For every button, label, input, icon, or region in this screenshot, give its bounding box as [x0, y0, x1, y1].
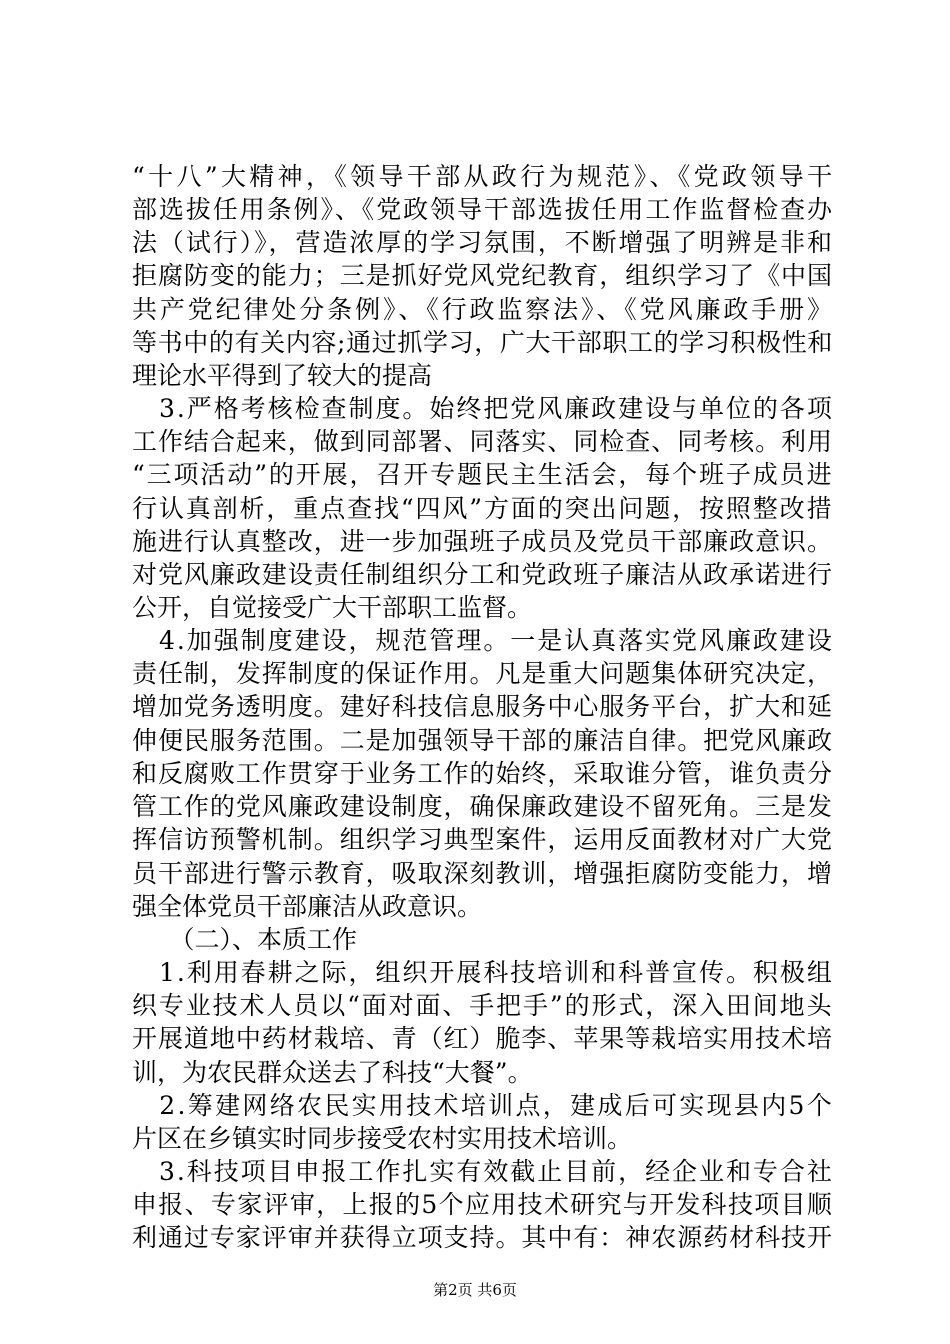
text-line: 公开，自觉接受广大干部职工监督。 — [132, 593, 533, 622]
text-line: 1.利用春耕之际，组织开展科技培训和科普宣传。积极组 — [132, 958, 834, 987]
text-line: 3.科技项目申报工作扎实有效截止目前，经企业和专合社 — [132, 1157, 834, 1186]
text-line: 利通过专家评审并获得立项支持。其中有：神农源药材科技开 — [132, 1223, 833, 1252]
text-line: 3.严格考核检查制度。始终把党风廉政建设与单位的各项 — [132, 394, 834, 423]
text-line: 伸便民服务范围。二是加强领导干部的廉洁自律。把党风廉政 — [132, 726, 833, 755]
text-line: “三项活动”的开展，召开专题民主生活会，每个班子成员进 — [132, 460, 834, 489]
text-line: 施进行认真整改，进一步加强班子成员及党员干部廉政意识。 — [132, 527, 833, 556]
text-line: 管工作的党风廉政建设制度，确保廉政建设不留死角。三是发 — [132, 792, 833, 821]
text-line: 对党风廉政建设责任制组织分工和党政班子廉洁从政承诺进行 — [132, 560, 833, 589]
text-line: 行认真剖析，重点查找“四风”方面的突出问题，按照整改措 — [132, 494, 834, 523]
text-line: 训，为农民群众送去了科技“大餐”。 — [132, 1058, 533, 1087]
text-line: 等书中的有关内容;通过抓学习，广大干部职工的学习积极性和 — [132, 328, 834, 357]
text-line: 共产党纪律处分条例》、《行政监察法》、《党风廉政手册》 — [132, 295, 835, 324]
text-line: 责任制，发挥制度的保证作用。凡是重大问题集体研究决定， — [132, 659, 833, 688]
text-line: 4.加强制度建设，规范管理。一是认真落实党风廉政建设 — [132, 626, 834, 655]
text-line: 挥信访预警机制。组织学习典型案件，运用反面教材对广大党 — [132, 825, 833, 854]
page-footer: 第2页 共6页 — [433, 1281, 517, 1299]
text-line: 申报、专家评审，上报的5个应用技术研究与开发科技项目顺 — [132, 1190, 834, 1219]
text-line: 理论水平得到了较大的提高 — [132, 361, 433, 390]
text-line: 强全体党员干部廉洁从政意识。 — [132, 892, 483, 921]
text-line: 织专业技术人员以“面对面、手把手”的形式，深入田间地头 — [132, 991, 834, 1020]
text-line: “十八”大精神，《领导干部从政行为规范》、《党政领导干 — [132, 162, 836, 191]
text-line: 部选拔任用条例》、《党政领导干部选拔任用工作监督检查办 — [132, 195, 834, 224]
text-line: 拒腐防变的能力；三是抓好党风党纪教育，组织学习了《中国 — [132, 261, 833, 290]
text-line: 开展道地中药材栽培、青（红）脆李、苹果等栽培实用技术培 — [132, 1024, 833, 1053]
text-line: 工作结合起来，做到同部署、同落实、同检查、同考核。利用 — [132, 427, 833, 456]
text-line: 增加党务透明度。建好科技信息服务中心服务平台，扩大和延 — [132, 692, 833, 721]
text-line: 法（试行）》，营造浓厚的学习氛围，不断增强了明辨是非和 — [132, 228, 834, 257]
text-line: 片区在乡镇实时同步接受农村实用技术培训。 — [132, 1124, 633, 1153]
text-line: 和反腐败工作贯穿于业务工作的始终，采取谁分管，谁负责分 — [132, 759, 833, 788]
text-line: （二）、本质工作 — [132, 925, 358, 954]
text-line: 员干部进行警示教育，吸取深刻教训，增强拒腐防变能力，增 — [132, 859, 833, 888]
text-line: 2.筹建网络农民实用技术培训点，建成后可实现县内5个 — [132, 1091, 835, 1120]
